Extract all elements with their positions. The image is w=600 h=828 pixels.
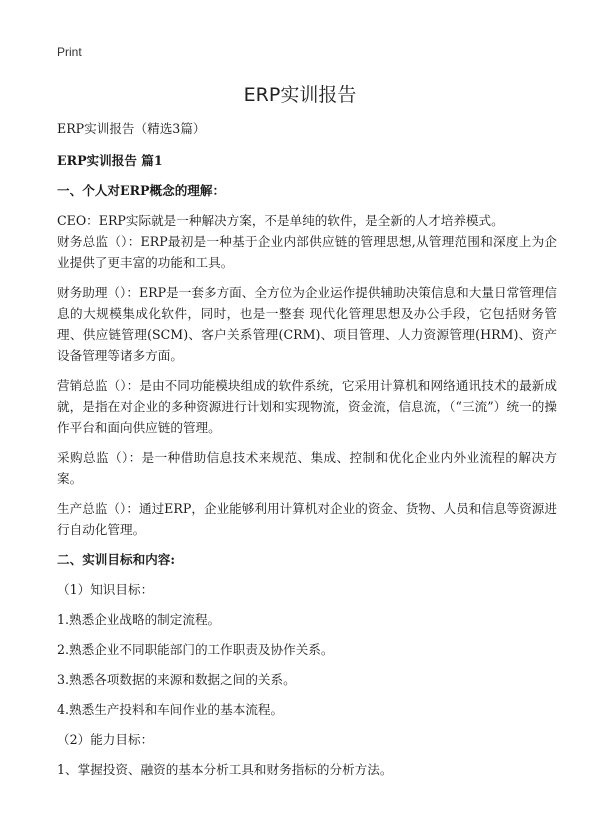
print-label: Print xyxy=(57,45,82,59)
document-subtitle: ERP实训报告（精选3篇） xyxy=(57,121,206,136)
document-body xyxy=(57,118,557,789)
list-item: 1.熟悉企业战略的制定流程。 xyxy=(57,612,221,627)
subsection-heading-knowledge: （1）知识目标： xyxy=(57,582,154,597)
paragraph-purchasing-director: 采购总监（）：是一种借助信息技术来规范、集成、控制和优化企业内外业流程的解决方案。 xyxy=(57,450,557,486)
list-item: 2.熟悉企业不同职能部门的工作职责及协作关系。 xyxy=(57,642,334,657)
subsection-heading-ability: （2）能力目标： xyxy=(57,732,154,747)
document-title: ERP实训报告 xyxy=(243,84,357,106)
paragraph-marketing-director: 营销总监（）：是由不同功能模块组成的软件系统，它采用计算机和网络通讯技术的最新成就，是指在对企业的多种资源进行计划和实现物流，资金流，信息流，（“三流”）统一的操作平台和面向供应链的管理。 xyxy=(57,378,557,435)
section-heading: 一、个人对ERP概念的理解： xyxy=(57,183,226,198)
paragraph-finance-assistant: 财务助理（）：ERP是一套多方面、全方位为企业运作提供辅助决策信息和大量日常管理信息的大规模集成化软件，同时，也是一整套 现代化管理思想及办公手段，它包括财务管理、供应链管理(SCM)、客户关系管理(CRM)、项目管理、人力资源管理(HRM)、资产设备管理等诸多方面。 xyxy=(57,285,557,363)
section-heading: 二、实训目标和内容: xyxy=(57,552,175,567)
paragraph-production-director: 生产总监（）：通过ERP，企业能够利用计算机对企业的资金、货物、人员和信息等资源进行自动化管理。 xyxy=(57,501,557,537)
list-item: 4.熟悉生产投料和车间作业的基本流程。 xyxy=(57,702,284,717)
list-item: 1、掌握投资、融资的基本分析工具和财务指标的分析方法。 xyxy=(57,762,393,777)
list-item: 3.熟悉各项数据的来源和数据之间的关系。 xyxy=(57,672,296,687)
paragraph-ceo: CEO：ERP实际就是一种解决方案，不是单纯的软件，是全新的人才培养模式。 xyxy=(57,213,504,228)
paragraph-finance-director: 财务总监（）：ERP最初是一种基于企业内部供应链的管理思想,从管理范围和深度上为企业提供了更丰富的功能和工具。 xyxy=(57,234,557,270)
part-heading: ERP实训报告 篇1 xyxy=(57,153,163,168)
